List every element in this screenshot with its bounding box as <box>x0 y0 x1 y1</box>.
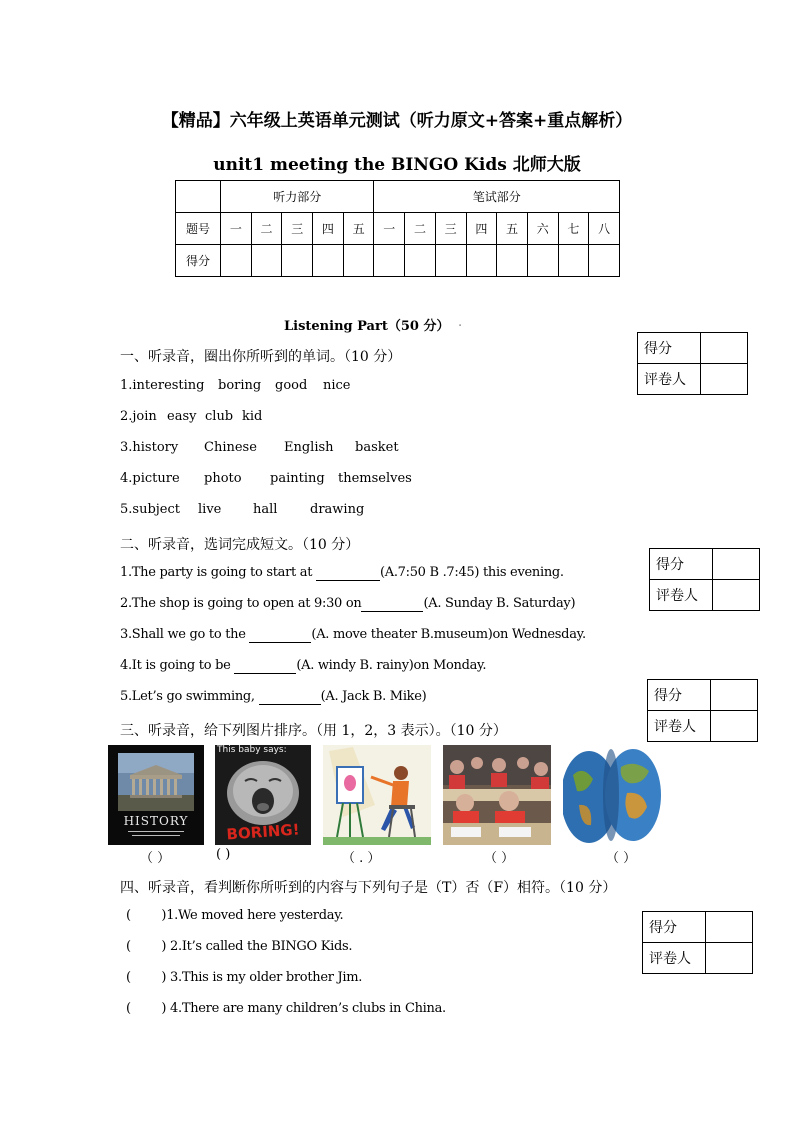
col-written: 三 <box>435 213 466 245</box>
history-caption: HISTORY <box>123 814 189 828</box>
grader-name-label: 评卷人 <box>648 711 711 742</box>
grader-box-4 <box>642 911 753 974</box>
tf-statement: 4.There are many children’s clubs in China. <box>166 1001 446 1016</box>
grader-score-label: 得分 <box>648 680 711 711</box>
picture-order-blank[interactable]: （ . ） <box>342 851 381 866</box>
tf-answer-blank[interactable]: ( ) <box>126 1001 167 1016</box>
tf-statement: 2.It’s called the BINGO Kids. <box>166 939 353 954</box>
row-label-score: 得分 <box>176 245 221 277</box>
history-poster-image <box>108 745 204 845</box>
grader-name-label: 评卷人 <box>638 364 701 395</box>
col-listening: 五 <box>343 213 374 245</box>
page-subtitle: unit1 meeting the BINGO Kids 北师大版 <box>213 155 581 175</box>
section1-heading: 一、听录音，圈出你所听到的单词。（10 分） <box>120 349 402 365</box>
grader-box-1 <box>637 332 748 395</box>
word-option[interactable]: 2.join <box>120 409 157 424</box>
word-option[interactable]: club <box>205 409 234 424</box>
baby-caption-top: This baby says: <box>217 745 287 755</box>
fill-item <box>120 689 426 705</box>
word-option[interactable]: drawing <box>310 502 365 517</box>
section1-row <box>120 471 520 489</box>
painting-image <box>323 745 431 845</box>
col-written: 六 <box>527 213 558 245</box>
globe-image <box>563 745 661 845</box>
grader-score-field[interactable] <box>701 333 748 364</box>
tf-item <box>126 1001 446 1016</box>
word-option[interactable]: kid <box>242 409 263 424</box>
tf-statement: 1.We moved here yesterday. <box>166 908 344 923</box>
grader-box-2 <box>649 548 760 611</box>
score-cell[interactable] <box>435 245 466 277</box>
picture-order-blank[interactable]: （ ） <box>140 851 171 866</box>
section1-row <box>120 378 520 396</box>
col-listening: 四 <box>313 213 344 245</box>
written-header: 笔试部分 <box>374 181 620 213</box>
word-option[interactable]: 3.history <box>120 440 179 455</box>
word-option[interactable]: good <box>275 378 308 393</box>
word-option[interactable]: basket <box>355 440 399 455</box>
grader-score-field[interactable] <box>713 549 760 580</box>
fill-item-text: 1.The party is going to start at <box>120 565 316 580</box>
word-option[interactable]: 5.subject <box>120 502 180 517</box>
fill-item-text: 4.It is going to be <box>120 658 235 673</box>
score-cell[interactable] <box>374 245 405 277</box>
score-cell[interactable] <box>343 245 374 277</box>
grader-name-label: 评卷人 <box>650 580 713 611</box>
word-option[interactable]: painting <box>270 471 325 486</box>
section1-row <box>120 502 520 520</box>
word-option[interactable]: photo <box>204 471 242 486</box>
grader-name-field[interactable] <box>706 943 753 974</box>
classroom-image <box>443 745 551 845</box>
fill-item-options: (A. windy B. rainy)on Monday. <box>296 658 487 673</box>
word-option[interactable]: Chinese <box>204 440 257 455</box>
tf-statement: 3.This is my older brother Jim. <box>166 970 363 985</box>
tf-answer-blank[interactable]: ( ) <box>126 939 167 954</box>
grader-score-label: 得分 <box>643 912 706 943</box>
picture-order-blank[interactable]: （ ） <box>484 851 515 866</box>
section1-row <box>120 409 520 427</box>
col-written: 一 <box>374 213 405 245</box>
col-written: 五 <box>497 213 528 245</box>
fill-item-text: 5.Let’s go swimming, <box>120 689 259 704</box>
fill-item-options: (A. Sunday B. Saturday) <box>423 596 576 611</box>
fill-item <box>120 596 575 612</box>
col-listening: 二 <box>251 213 282 245</box>
fill-item-text: 2.The shop is going to open at 9:30 on <box>120 596 362 611</box>
answer-blank[interactable] <box>361 596 423 612</box>
score-cell[interactable] <box>405 245 436 277</box>
score-table <box>175 180 620 277</box>
word-option[interactable]: 1.interesting <box>120 378 205 393</box>
word-option[interactable]: nice <box>323 378 351 393</box>
grader-score-label: 得分 <box>650 549 713 580</box>
score-table-corner <box>176 181 221 213</box>
page-title: 【精品】六年级上英语单元测试（听力原文+答案+重点解析） <box>161 111 633 131</box>
score-cell[interactable] <box>251 245 282 277</box>
fill-item-options: (A.7:50 B .7:45) this evening. <box>379 565 564 580</box>
col-written: 四 <box>466 213 497 245</box>
boring-baby-image <box>215 745 311 845</box>
score-cell[interactable] <box>221 245 252 277</box>
score-cell[interactable] <box>558 245 589 277</box>
tf-answer-blank[interactable]: ( ) <box>126 970 167 985</box>
section2-heading: 二、听录音，选词完成短文。（10 分） <box>120 537 360 553</box>
fill-item-options: (A. move theater B.museum)on Wednesday. <box>311 627 586 642</box>
grader-box-3 <box>647 679 758 742</box>
col-written: 七 <box>558 213 589 245</box>
section1-row <box>120 440 520 458</box>
grader-score-field[interactable] <box>706 912 753 943</box>
fill-item-options: (A. Jack B. Mike) <box>320 689 427 704</box>
row-label-question: 题号 <box>176 213 221 245</box>
fill-item <box>120 627 586 643</box>
baby-caption-bottom: BORING! <box>225 820 301 844</box>
answer-blank[interactable] <box>234 658 296 674</box>
score-cell[interactable] <box>313 245 344 277</box>
score-cell[interactable] <box>527 245 558 277</box>
answer-blank[interactable] <box>259 689 321 705</box>
picture-order-blank[interactable]: ( ) <box>216 847 231 862</box>
score-cell[interactable] <box>497 245 528 277</box>
listening-part-dot: . <box>458 315 463 330</box>
answer-blank[interactable] <box>249 627 311 643</box>
score-cell[interactable] <box>282 245 313 277</box>
col-listening: 三 <box>282 213 313 245</box>
grader-score-label: 得分 <box>638 333 701 364</box>
tf-item <box>126 970 362 985</box>
grader-score-field[interactable] <box>711 680 758 711</box>
score-cell[interactable] <box>589 245 620 277</box>
word-option[interactable]: hall <box>253 502 278 517</box>
word-option[interactable]: boring <box>218 378 262 393</box>
word-option[interactable]: English <box>284 440 334 455</box>
fill-item <box>120 658 486 674</box>
grader-name-field[interactable] <box>713 580 760 611</box>
section4-heading: 四、听录音，看判断你所听到的内容与下列句子是（T）否（F）相符。（10 分） <box>120 880 617 896</box>
listening-header: 听力部分 <box>221 181 374 213</box>
score-cell[interactable] <box>466 245 497 277</box>
grader-name-field[interactable] <box>711 711 758 742</box>
col-written: 八 <box>589 213 620 245</box>
word-option[interactable]: live <box>198 502 222 517</box>
answer-blank[interactable] <box>316 565 380 581</box>
tf-answer-blank[interactable]: ( ) <box>126 908 167 923</box>
listening-part-title: Listening Part（50 分） <box>284 319 450 334</box>
grader-name-field[interactable] <box>701 364 748 395</box>
tf-item <box>126 908 343 923</box>
word-option[interactable]: 4.picture <box>120 471 180 486</box>
picture-order-blank[interactable]: （ ） <box>606 851 637 866</box>
fill-item-text: 3.Shall we go to the <box>120 627 250 642</box>
fill-item <box>120 565 564 581</box>
word-option[interactable]: themselves <box>338 471 412 486</box>
col-listening: 一 <box>221 213 252 245</box>
section3-heading: 三、听录音，给下列图片排序。（用 1，2，3 表示）。（10 分） <box>120 723 507 739</box>
tf-item <box>126 939 352 954</box>
grader-name-label: 评卷人 <box>643 943 706 974</box>
col-written: 二 <box>405 213 436 245</box>
word-option[interactable]: easy <box>167 409 197 424</box>
